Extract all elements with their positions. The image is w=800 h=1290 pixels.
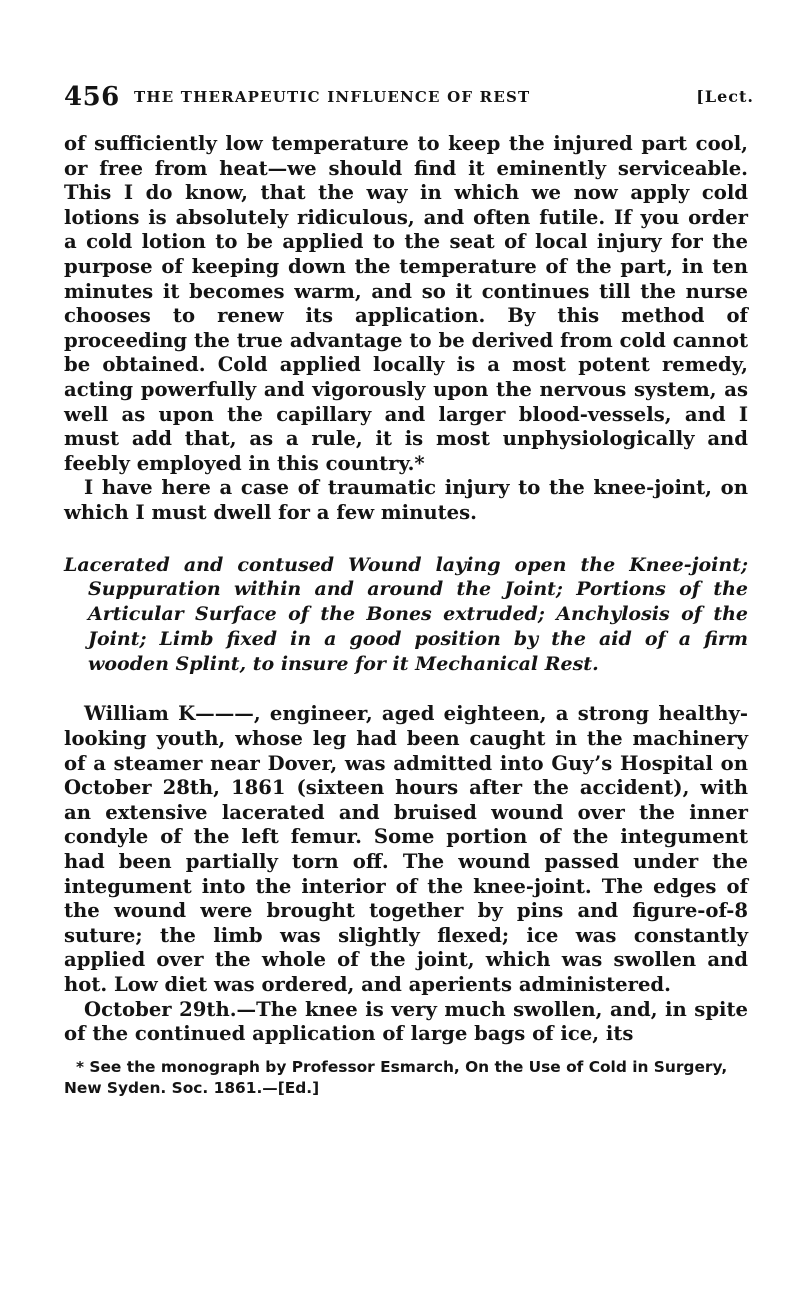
lecture-mark: [Lect. [696, 87, 754, 106]
paragraph-case-intro: I have here a case of traumatic injury to the knee-joint, on which I must dwell for a few minutes. [64, 476, 748, 524]
book-page [64, 82, 754, 1099]
page-header [64, 82, 754, 118]
case-heading: Lacerated and contused Wound laying open the Knee-joint; Suppuration within and around the Joint; Portions of the Articular Surface of the Bones extruded; Anchylosis of the Joint; Limb fixed in a good position by the aid of a firm wooden Splint, to insure for it Mechanical Rest. [64, 553, 748, 675]
footnote: * See the monograph by Professor Esmarch, On the Use of Cold in Surgery, New Syden. Soc. 1861.—[Ed.] [64, 1057, 728, 1097]
paragraph-case-report: William K———, engineer, aged eighteen, a strong healthy-looking youth, whose leg had been caught in the machinery of a steamer near Dover, was admitted into Guy’s Hospital on October 28th, 1861 (sixteen hours after the accident), with an extensive lacerated and bruised wound over the inner condyle of the left femur. Some portion of the integument had been partially torn off. The wound passed under the integument into the interior of the knee-joint. The edges of the wound were brought together by pins and figure-of-8 suture; the limb was slightly flexed; ice was constantly applied over the whole of the joint, which was swollen and hot. Low diet was ordered, and aperients administered. [64, 702, 748, 997]
paragraph-october-29: October 29th.—The knee is very much swollen, and, in spite of the continued application of large bags of ice, its [64, 997, 748, 1046]
running-title: THE THERAPEUTIC INFLUENCE OF REST [134, 88, 531, 106]
page-number: 456 [64, 82, 120, 112]
paragraph-continuation: of sufficiently low temperature to keep the injured part cool, or free from heat—we should find it eminently serviceable. This I do know, that the way in which we now apply cold lotions is absolutely ridiculous, and often futile. If you order a cold lotion to be applied to the seat of local injury for the purpose of keeping down the temperature of the part, in ten minutes it becomes warm, and so it continues till the nurse chooses to renew its application. By this method of proceeding the true advantage to be derived from cold cannot be obtained. Cold applied locally is a most potent remedy, acting powerfully and vigorously upon the nervous system, as well as upon the capillary and larger blood-vessels, and I must add that, as a rule, it is most unphysiologically and feebly employed in this country.* [64, 132, 748, 475]
